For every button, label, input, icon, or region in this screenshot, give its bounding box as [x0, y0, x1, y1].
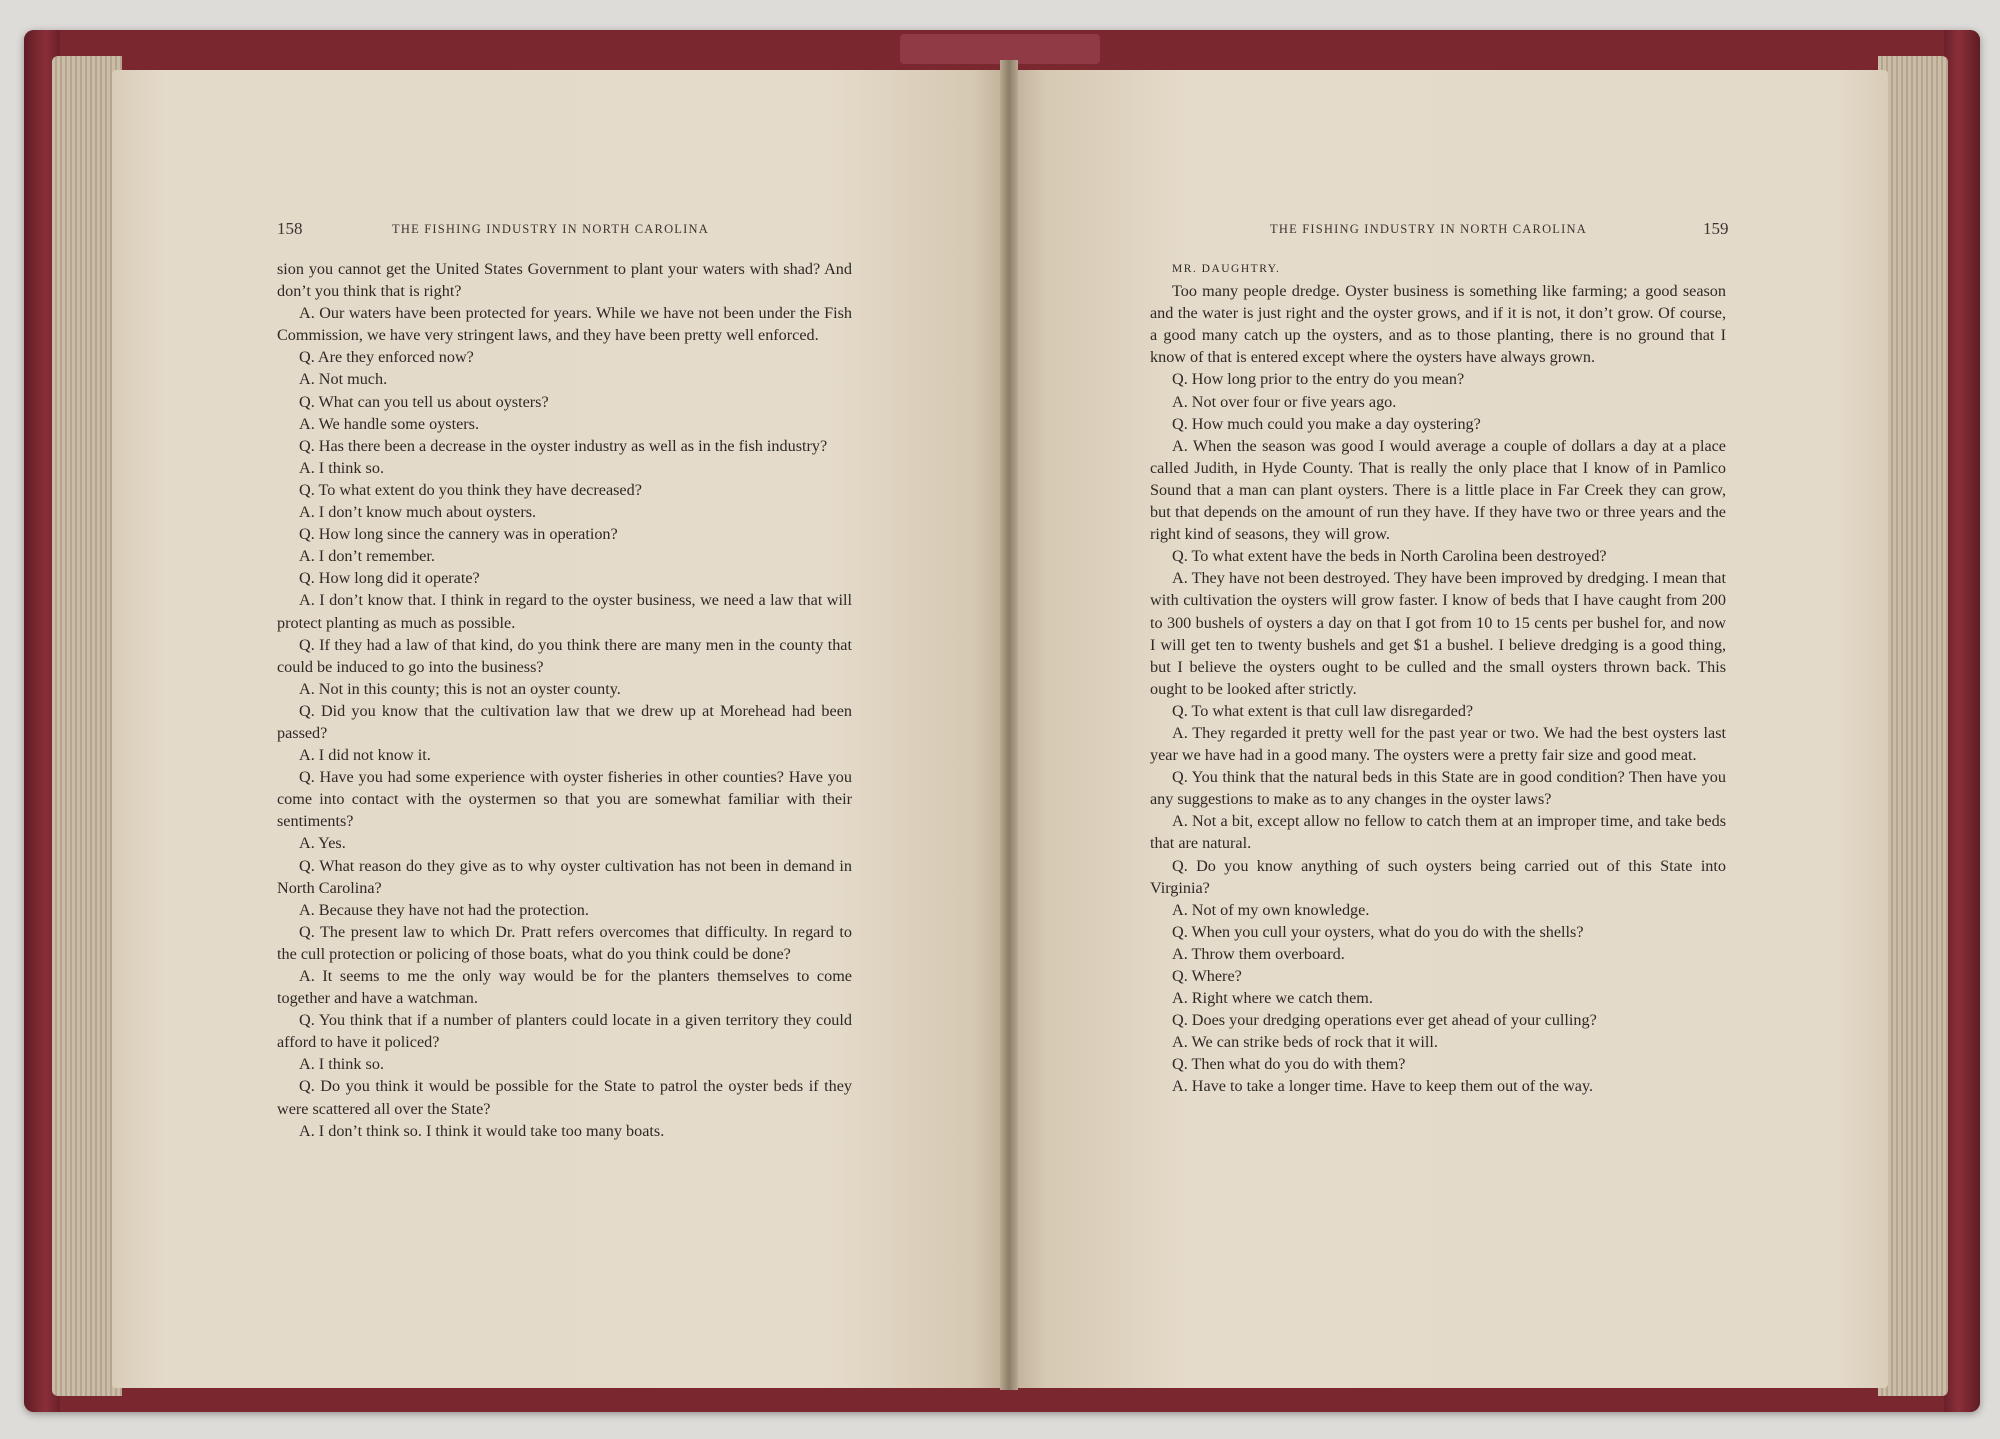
paragraph: Q. What can you tell us about oysters?	[299, 392, 549, 411]
paragraph: A. Yes.	[299, 834, 346, 853]
paragraph: A. Not much.	[299, 370, 388, 389]
paragraph: Q. Does your dredging operations ever get ahead of your culling?	[1172, 1011, 1597, 1030]
paragraph: Q. How much could you make a day oystering?	[1172, 414, 1481, 433]
paragraph: A. I don’t know that. I think in regard to the oyster business, we need a law that will protect planting as much as possible.	[277, 591, 852, 632]
paragraph: Q. You think that if a number of planters could locate in a given territory they could afford to have it policed?	[277, 1011, 852, 1052]
paragraph: A. Have to take a longer time. Have to keep them out of the way.	[1172, 1077, 1594, 1096]
paragraph: A. I think so.	[299, 1055, 384, 1074]
paragraph: Q. How long prior to the entry do you mean?	[1172, 370, 1465, 389]
paragraph: Q. Are they enforced now?	[299, 348, 474, 367]
left-page-number: 158	[277, 219, 303, 238]
paragraph: A. Not over four or five years ago.	[1172, 392, 1397, 411]
paragraph: Q. To what extent do you think they have decreased?	[299, 480, 642, 499]
paragraph: Q. What reason do they give as to why oyster cultivation has not been in demand in North Carolina?	[277, 856, 852, 897]
paragraph: A. Not a bit, except allow no fellow to catch them at an improper time, and take beds that are natural.	[1150, 812, 1726, 853]
paragraph: Q. Do you know anything of such oysters being carried out of this State into Virginia?	[1150, 856, 1726, 897]
paragraph: Q. How long did it operate?	[299, 569, 480, 588]
right-running-head: THE FISHING INDUSTRY IN NORTH CAROLINA	[1270, 222, 1587, 236]
paragraph: A. When the season was good I would average a couple of dollars a day at a place called Judith, in Hyde County. That is really the only place that I know of in Pamlico Sound that a man can plant oysters. There is a little place in Far Creek they can grow, but that depends on the amount of run they have. If they have two or three years and the right kind of seasons, they will grow.	[1150, 436, 1726, 544]
paragraph: A. They have not been destroyed. They have been improved by dredging. I mean that with cultivation the oysters will grow faster. I know of beds that I have caught from 200 to 300 bushels of oysters a day on that I got from 10 to 15 cents per bushel for, and now I will get ten to twenty bushels and get $1 a bushel. I believe dredging is a good thing, but I believe the oysters ought to be culled and the small oysters thrown back. This ought to be looked after strictly.	[1150, 569, 1726, 698]
paragraph: Q. How long since the cannery was in operation?	[299, 525, 618, 544]
left-running-head: THE FISHING INDUSTRY IN NORTH CAROLINA	[392, 222, 709, 236]
paragraph: Q. Have you had some experience with oyster fisheries in other counties? Have you come into contact with the oystermen so that you are somewhat familiar with their sentiments?	[277, 768, 852, 831]
paragraph: Q. If they had a law of that kind, do you think there are many men in the county that could be induced to go into the business?	[277, 635, 852, 676]
page-stack-right	[1878, 56, 1948, 1396]
paragraph: Q. Then what do you do with them?	[1172, 1055, 1406, 1074]
paragraph: A. Not of my own knowledge.	[1172, 900, 1370, 919]
paragraph: A. Throw them overboard.	[1172, 944, 1345, 963]
paragraph: Q. Where?	[1172, 967, 1242, 985]
paragraph: Q. The present law to which Dr. Pratt refers overcomes that difficulty. In regard to the cull protection or policing of those boats, what do you think could be done?	[277, 922, 852, 963]
paragraph: A. We can strike beds of rock that it will.	[1172, 1033, 1438, 1052]
paragraph: A. Right where we catch them.	[1172, 989, 1373, 1008]
book-gutter	[1000, 60, 1018, 1390]
paragraph: Q. To what extent is that cull law disregarded?	[1172, 701, 1474, 720]
paragraph: Too many people dredge. Oyster business is something like farming; a good season and the water is just right and the oyster grows, and if it is not, it don’t grow. Of course, a good many catch up the oysters, and as to those planting, there is no ground that I know of that is entered except where the oysters have always grown.	[1150, 282, 1726, 367]
paragraph: A. I don’t remember.	[299, 547, 435, 566]
paragraph: A. Our waters have been protected for years. While we have not been under the Fish Commission, we have very stringent laws, and they have been pretty well enforced.	[277, 304, 852, 345]
right-page-text	[1150, 258, 1726, 1098]
paragraph: A. I don’t think so. I think it would take too many boats.	[299, 1121, 665, 1140]
paragraph: Q. You think that the natural beds in this State are in good condition? Then have you any suggestions to make as to any changes in the oyster laws?	[1150, 768, 1726, 809]
paragraph: Q. To what extent have the beds in North Carolina been destroyed?	[1172, 547, 1607, 566]
paragraph: Q. Has there been a decrease in the oyster industry as well as in the fish industry?	[299, 436, 828, 455]
paragraph: A. Because they have not had the protection.	[299, 900, 589, 919]
cover-edge-right	[1944, 30, 1980, 1412]
paragraph: A. I don’t know much about oysters.	[299, 503, 537, 522]
section-heading: MR. DAUGHTRY.	[1172, 263, 1281, 275]
paragraph: A. Not in this county; this is not an oyster county.	[299, 679, 621, 698]
paragraph: A. It seems to me the only way would be for the planters themselves to come together and have a watchman.	[277, 967, 852, 1008]
paragraph: Q. Do you think it would be possible for the State to patrol the oyster beds if they were scattered all over the State?	[277, 1077, 852, 1118]
paragraph: A. We handle some oysters.	[299, 414, 480, 433]
paragraph: Q. When you cull your oysters, what do you do with the shells?	[1172, 922, 1584, 941]
paragraph: A. I think so.	[299, 458, 384, 477]
paragraph: A. I did not know it.	[299, 746, 431, 765]
paragraph: Q. Did you know that the cultivation law that we drew up at Morehead had been passed?	[277, 701, 852, 742]
paragraph: A. They regarded it pretty well for the past year or two. We had the best oysters last year we have had in a good many. The oysters were a pretty fair size and good meat.	[1150, 723, 1726, 765]
right-page-number: 159	[1703, 219, 1729, 238]
paragraph: sion you cannot get the United States Government to plant your waters with shad? And don’t you think that is right?	[277, 260, 852, 301]
left-page-text	[277, 258, 852, 1142]
